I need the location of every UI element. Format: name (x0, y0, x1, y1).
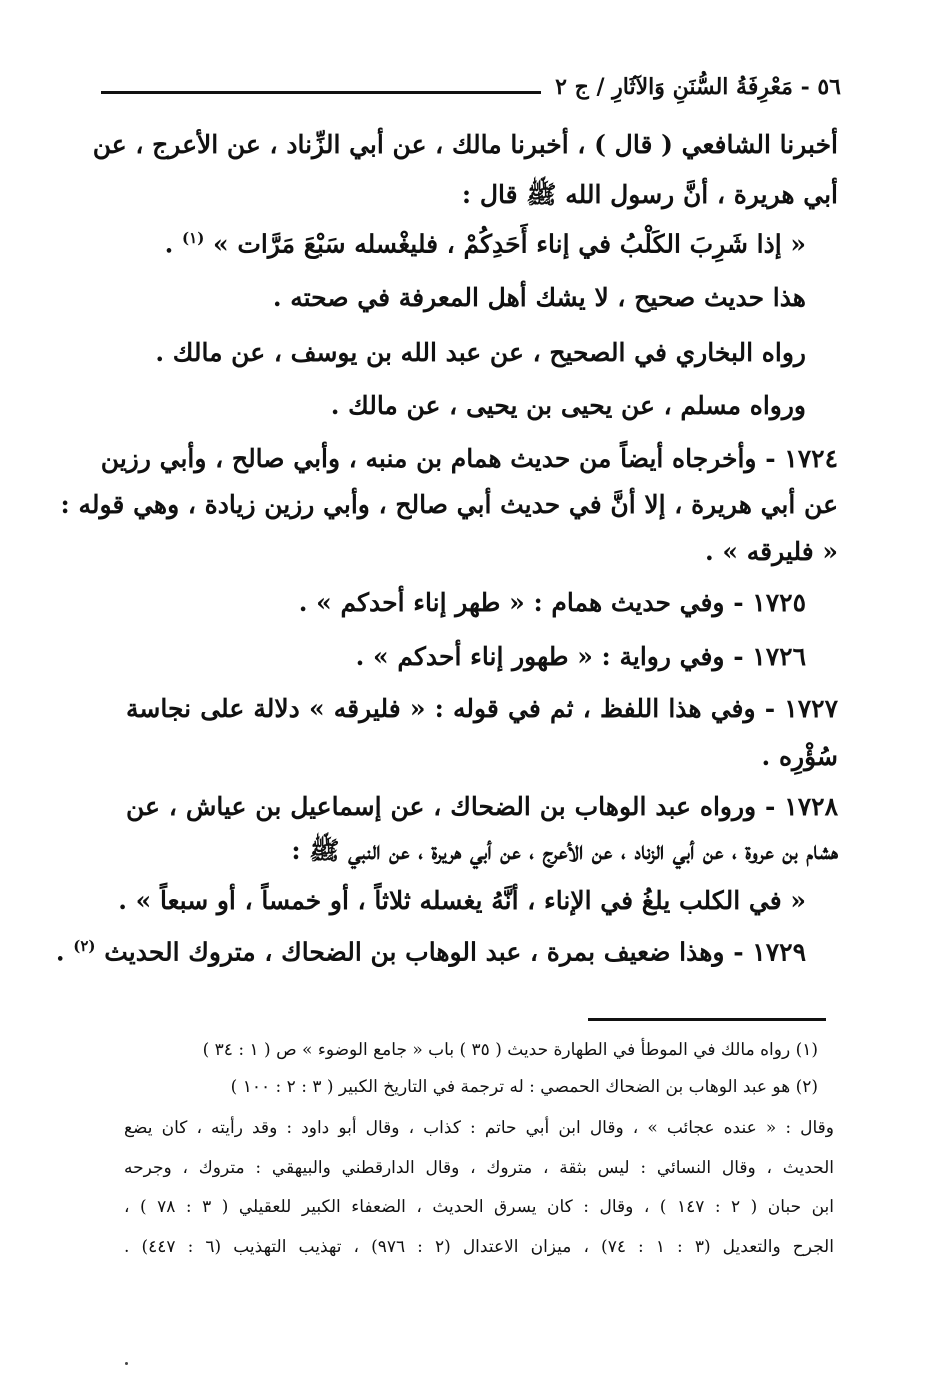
text-line: ورواه مسلم ، عن يحيى بن يحيى ، عن مالك . (330, 391, 806, 420)
quote-text: « إذا شَرِبَ الكَلْبُ في إناء أَحَدِكُمْ ، فليغْسله سَبْعَ مَرَّات » (213, 229, 806, 259)
footnote-marker-2: (٢) (73, 937, 96, 955)
text-line: ١٧٢٥ - وفي حديث همام : « طهر إناء أحدكم » . (298, 588, 806, 617)
text-line: ١٧٢٧ - وفي هذا اللفظ ، ثم في قوله : « فليرقه » دلالة على نجاسة (126, 694, 838, 723)
line-text: ١٧٢٩ - وهذا ضعيف بمرة ، عبد الوهاب بن الضحاك ، متروك الحديث (104, 937, 806, 967)
footnote-marker-1: (١) (182, 229, 205, 247)
footnote-2-line: ابن حبان ( ٢ : ١٤٧ ) ، وقال : كان يسرق الحديث ، الضعفاء الكبير للعقيلي ( ٣ : ٧٨ ) ، (124, 1197, 834, 1217)
footnote-2-line: الجرح والتعديل (٣ : ١ : ٧٤) ، ميزان الاعتدال (٢ : ٩٧٦) ، تهذيب التهذيب (٦ : ٤٤٧) . (124, 1237, 834, 1257)
scan-speck (125, 1362, 128, 1365)
hadith-quote-line (165, 229, 806, 259)
text-line: رواه البخاري في الصحيح ، عن عبد الله بن يوسف ، عن مالك . (155, 338, 806, 367)
text-line: ١٧٢٤ - وأخرجاه أيضاً من حديث همام بن منبه ، وأبي صالح ، وأبي رزين (100, 444, 838, 473)
text-line: أخبرنا الشافعي ( قال ) ، أخبرنا مالك ، عن أبي الزِّناد ، عن الأعرج ، عن (92, 130, 838, 159)
footnote-1: (١) رواه مالك في الموطأ في الطهارة حديث ( ٣٥ ) باب « جامع الوضوء » ص ( ١ : ٣٤ ) (202, 1040, 818, 1060)
text-line (56, 937, 806, 967)
text-line: « فليرقه » . (705, 537, 838, 566)
footnote-2-line: الحديث ، وقال النسائي : ليس بثقة ، متروك ، وقال الدارقطني والبيهقي : متروك ، وجرحه (124, 1158, 834, 1178)
running-title: ٥٦ - مَعْرِفَةُ السُّنَنِ وَالآثَارِ / ج ٢ (555, 74, 841, 100)
footnote-2-line: وقال : « عنده عجائب » ، وقال ابن أبي حاتم : كذاب ، وقال أبو داود : وقد رأيته ، كان يضع (124, 1118, 834, 1138)
text-line: ١٧٢٦ - وفي رواية : « طهور إناء أحدكم » . (355, 642, 806, 671)
text-line: هشام بن عروة ، عن أبي الزناد ، عن الأعرج ، عن أبي هريرة ، عن النبي ﷺ : (291, 836, 838, 865)
page-header (101, 70, 841, 110)
text-line: هذا حديث صحيح ، لا يشك أهل المعرفة في صحته . (272, 283, 806, 312)
header-rule (101, 91, 541, 94)
sentence-end: . (55, 937, 65, 967)
sentence-end: . (164, 229, 174, 259)
text-line: ١٧٢٨ - ورواه عبد الوهاب بن الضحاك ، عن إسماعيل بن عياش ، عن (126, 792, 838, 821)
footnote-separator (588, 1018, 826, 1021)
text-line: أبي هريرة ، أنَّ رسول الله ﷺ قال : (461, 180, 838, 209)
text-line: سُؤْرِه . (761, 742, 838, 771)
footnote-2: (٢) هو عبد الوهاب بن الضحاك الحمصي : له ترجمة في التاريخ الكبير ( ٣ : ٢ : ١٠٠ ) (230, 1077, 818, 1097)
text-line: عن أبي هريرة ، إلا أنَّ في حديث أبي صالح ، وأبي رزين زيادة ، وهي قوله : (60, 490, 838, 519)
hadith-quote-line: « في الكلب يلغُ في الإناء ، أنَّهُ يغسله ثلاثاً ، أو خمساً ، أو سبعاً » . (118, 886, 806, 915)
